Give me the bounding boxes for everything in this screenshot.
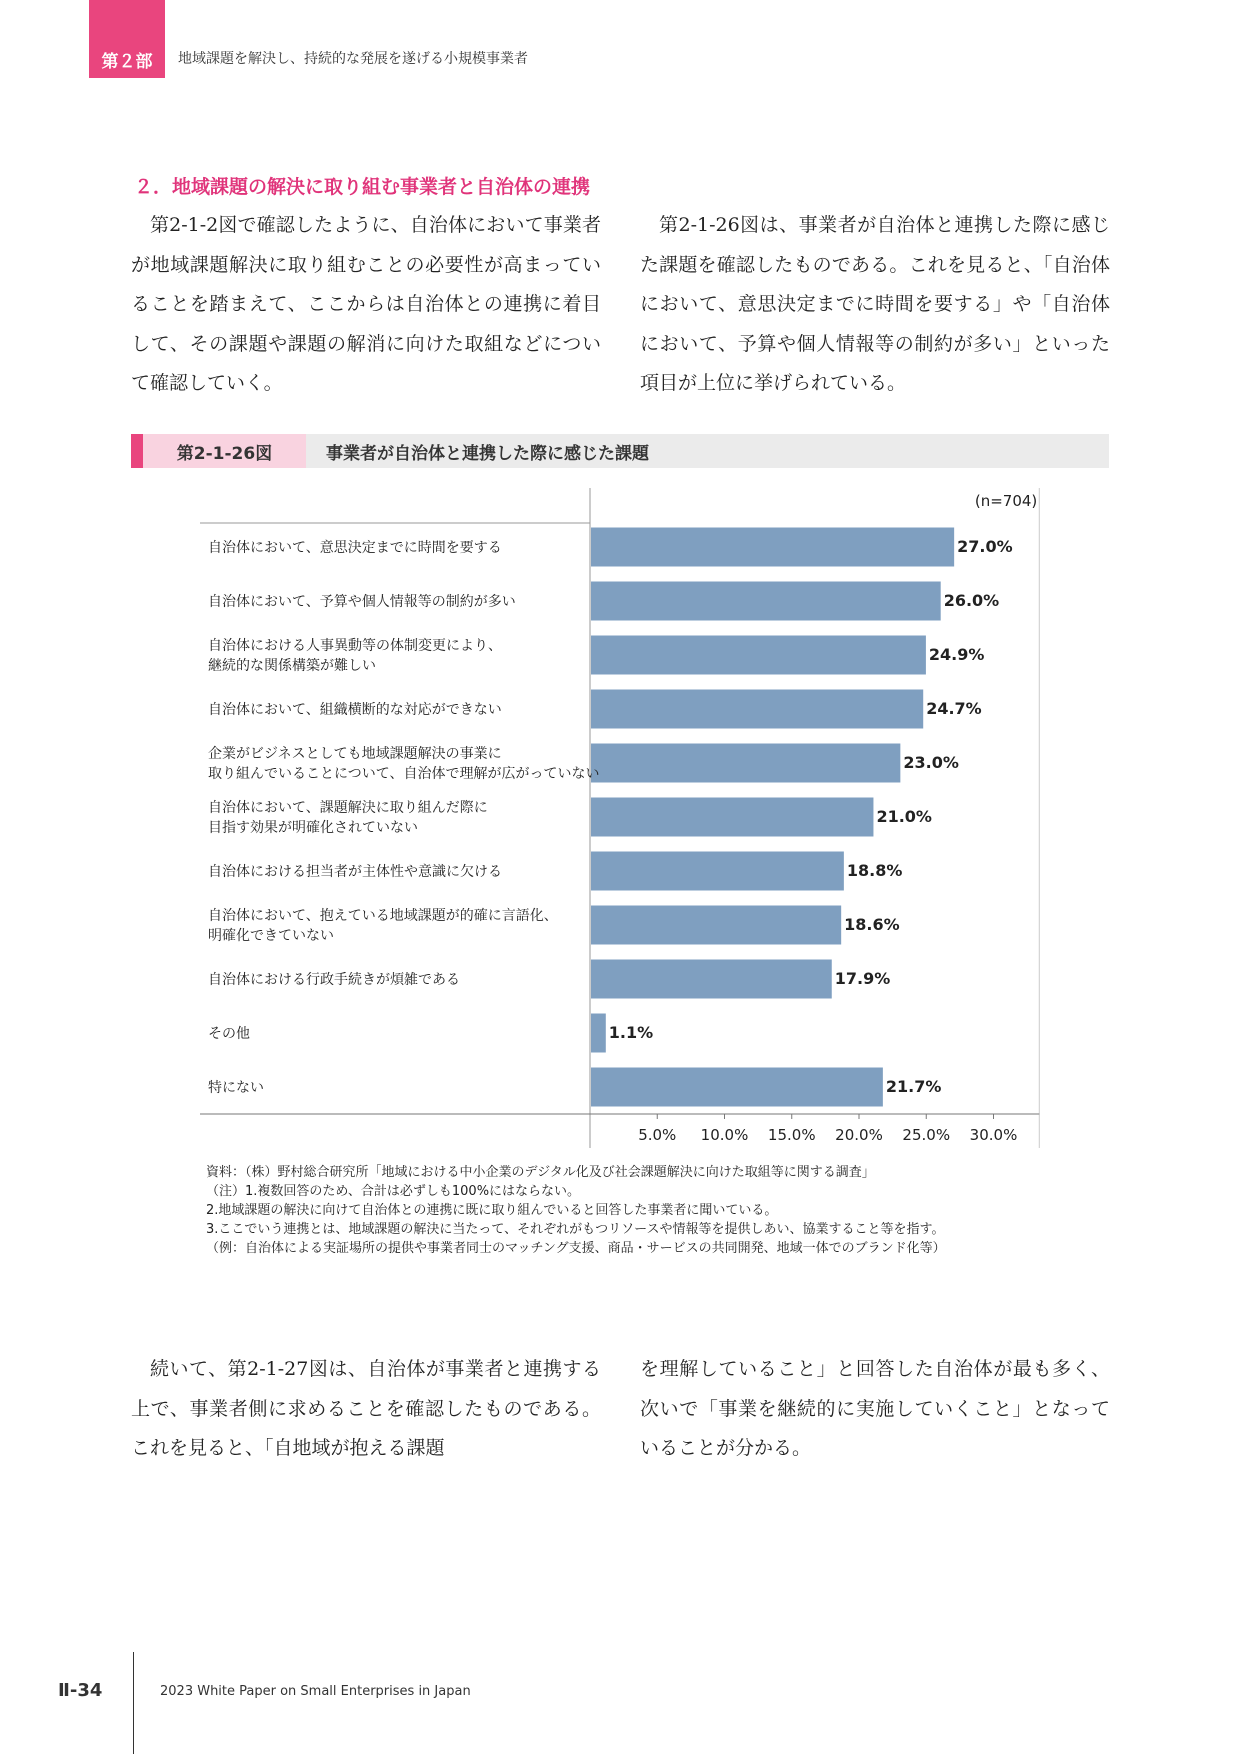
figure-header-accent xyxy=(131,434,143,468)
category-label-7-0: 自治体において、抱えている地域課題が的確に言語化、 xyxy=(208,908,558,924)
bar-0 xyxy=(591,528,954,567)
part-title: 地域課題を解決し、持続的な発展を遂げる小規模事業者 xyxy=(178,51,528,67)
publication-title: 2023 White Paper on Small Enterprises in Japan xyxy=(160,1684,471,1699)
category-label-8-0: 自治体における行政手続きが煩雑である xyxy=(208,972,460,988)
category-label-9-0: その他 xyxy=(208,1026,250,1042)
intro-left-column xyxy=(131,206,601,404)
figure-number: 第2-1-26図 xyxy=(143,434,306,468)
value-label-0: 27.0% xyxy=(957,537,1013,556)
value-label-10: 21.7% xyxy=(885,1077,942,1096)
value-label-6: 18.8% xyxy=(846,861,903,880)
outro-right-paragraph: を理解していること」と回答した自治体が最も多く、次いで「事業を継続的に実施していくこと」となっていることが分かる。 xyxy=(640,1358,1110,1459)
section-heading: ２．地域課題の解決に取り組む事業者と自治体の連携 xyxy=(134,176,591,198)
x-tick-label-1: 10.0% xyxy=(700,1126,749,1144)
category-label-1-0: 自治体において、予算や個人情報等の制約が多い xyxy=(208,594,516,610)
bar-8 xyxy=(591,960,832,999)
figure-notes xyxy=(206,1163,946,1258)
category-label-5-1: 目指す効果が明確化されていない xyxy=(208,820,418,836)
x-tick-label-4: 25.0% xyxy=(902,1126,951,1144)
figure-header xyxy=(131,434,1109,468)
bar-7 xyxy=(591,906,841,945)
note-3: 3.ここでいう連携とは、地域課題の解決に当たって、それぞれがもつリソースや情報等を提供しあい、協業すること等を指す。 xyxy=(206,1222,945,1237)
figure-title: 事業者が自治体と連携した際に感じた課題 xyxy=(326,443,649,464)
category-label-10-0: 特にない xyxy=(208,1080,264,1096)
category-label-7-1: 明確化できていない xyxy=(208,928,334,944)
bar-3 xyxy=(591,690,923,729)
bar-5 xyxy=(591,798,873,837)
bar-2 xyxy=(591,636,926,675)
bar-6 xyxy=(591,852,844,891)
outro-left-column xyxy=(131,1350,601,1469)
outro-left-paragraph: 続いて、第2-1-27図は、自治体が事業者と連携する上で、事業者側に求めることを確認したものである。これを見ると、「自地域が抱える課題 xyxy=(131,1358,601,1459)
intro-right-column xyxy=(640,206,1110,404)
value-label-7: 18.6% xyxy=(844,915,900,934)
outro-right-column xyxy=(640,1350,1110,1469)
value-label-5: 21.0% xyxy=(876,807,932,826)
value-label-9: 1.1% xyxy=(608,1023,654,1042)
category-label-0-0: 自治体において、意思決定までに時間を要する xyxy=(208,540,502,556)
footer-divider xyxy=(133,1652,134,1754)
value-label-4: 23.0% xyxy=(903,753,959,772)
intro-left-paragraph: 第2-1-2図で確認したように、自治体において事業者が地域課題解決に取り組むことの必要性が高まっていることを踏まえて、ここからは自治体との連携に着目して、その課題や課題の解消に向けた取組などについて確認していく。 xyxy=(131,214,601,394)
value-label-8: 17.9% xyxy=(834,969,891,988)
note-2: 2.地域課題の解決に向けて自治体との連携に既に取り組んでいると回答した事業者に聞いている。 xyxy=(206,1203,778,1218)
category-label-2-1: 継続的な関係構築が難しい xyxy=(208,658,376,674)
note-1: （注）1.複数回答のため、合計は必ずしも100%にはならない。 xyxy=(206,1184,581,1199)
bar-10 xyxy=(591,1068,883,1107)
bar-9 xyxy=(591,1014,606,1053)
value-label-1: 26.0% xyxy=(943,591,1000,610)
x-tick-label-0: 5.0% xyxy=(638,1126,677,1144)
category-label-5-0: 自治体において、課題解決に取り組んだ際に xyxy=(208,800,488,816)
x-tick-label-5: 30.0% xyxy=(969,1126,1018,1144)
value-label-2: 24.9% xyxy=(928,645,985,664)
intro-right-paragraph: 第2-1-26図は、事業者が自治体と連携した際に感じた課題を確認したものである。これを見ると、「自治体において、意思決定までに時間を要する」や「自治体において、予算や個人情報等の制約が多い」といった項目が上位に挙げられている。 xyxy=(640,214,1110,394)
note-example: （例：自治体による実証場所の提供や事業者同士のマッチング支援、商品・サービスの共同開発、地域一体でのブランド化等） xyxy=(206,1241,946,1256)
category-label-2-0: 自治体における人事異動等の体制変更により、 xyxy=(208,638,502,654)
x-tick-label-2: 15.0% xyxy=(767,1126,816,1144)
sample-size-note: (n=704) xyxy=(974,492,1038,510)
value-label-3: 24.7% xyxy=(926,699,982,718)
category-label-3-0: 自治体において、組織横断的な対応ができない xyxy=(208,702,502,718)
note-source: 資料：（株）野村総合研究所「地域における中小企業のデジタル化及び社会課題解決に向けた取組等に関する調査」 xyxy=(206,1165,875,1180)
bar-1 xyxy=(591,582,941,621)
category-label-4-1: 取り組んでいることについて、自治体で理解が広がっていない xyxy=(208,766,600,782)
bar-chart xyxy=(190,488,1070,1148)
category-label-6-0: 自治体における担当者が主体性や意識に欠ける xyxy=(208,864,502,880)
page-number: Ⅱ-34 xyxy=(58,1680,103,1701)
part-label: 第２部 xyxy=(89,0,165,78)
bar-4 xyxy=(591,744,900,783)
x-tick-label-3: 20.0% xyxy=(835,1126,883,1144)
category-label-4-0: 企業がビジネスとしても地域課題解決の事業に xyxy=(208,746,502,762)
